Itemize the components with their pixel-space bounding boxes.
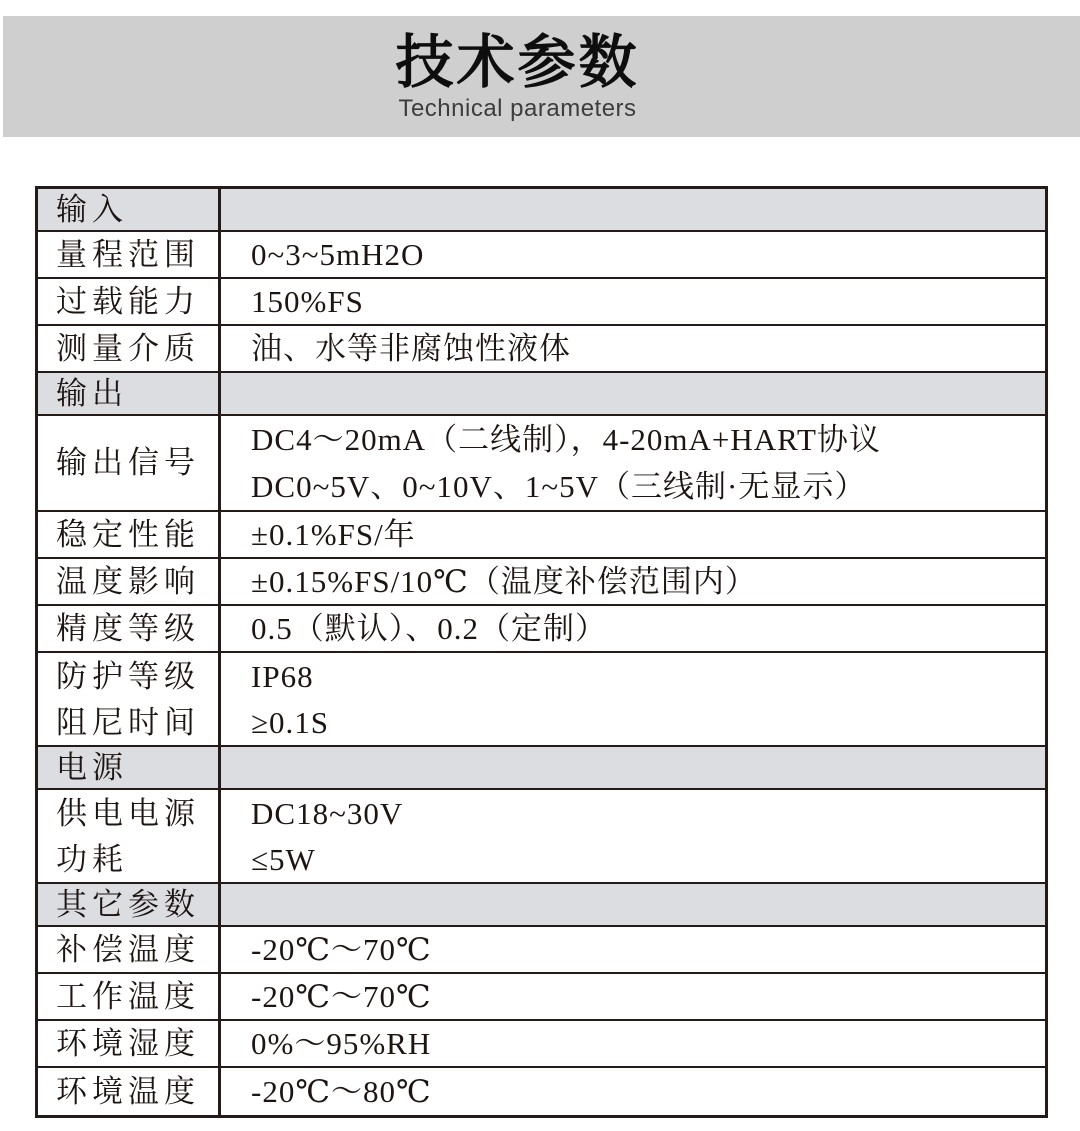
section-row — [38, 884, 1045, 927]
row-label: 防护等级 — [38, 653, 221, 700]
row-value: 油、水等非腐蚀性液体 — [221, 326, 1045, 373]
spec-row — [38, 232, 1045, 279]
row-value: IP68 — [251, 658, 314, 694]
spec-table — [35, 186, 1048, 1118]
row-label: 工作温度 — [38, 974, 221, 1021]
row-value: ±0.15%FS/10℃（温度补偿范围内） — [221, 559, 1045, 606]
section-row — [38, 189, 1045, 232]
spec-table-body — [38, 189, 1045, 1115]
row-label: 环境湿度 — [38, 1021, 221, 1068]
row-value-line: DC0~5V、0~10V、1~5V（三线制·无显示） — [251, 469, 867, 504]
row-value: DC18~30V — [251, 795, 404, 831]
row-value: 150%FS — [221, 279, 1045, 326]
row-value: 0.5（默认）、0.2（定制） — [221, 606, 1045, 653]
row-value: ≥0.1S — [221, 700, 1045, 747]
row-value: -20℃～70℃ — [221, 974, 1045, 1021]
row-label: 电源 — [38, 747, 221, 790]
row-value: 0~3~5mH2O — [221, 232, 1045, 279]
row-label: 功耗 — [38, 837, 221, 884]
spec-row — [38, 790, 1045, 837]
spec-row — [38, 326, 1045, 373]
spec-row — [38, 559, 1045, 606]
header-banner — [3, 16, 1080, 137]
spec-row — [38, 416, 1045, 512]
row-label: 输出 — [38, 373, 221, 416]
row-label: 环境温度 — [38, 1068, 221, 1115]
row-label: 稳定性能 — [38, 512, 221, 559]
spec-row — [38, 1021, 1045, 1068]
spec-row — [38, 700, 1045, 747]
row-value: -20℃～70℃ — [221, 927, 1045, 974]
row-value: ±0.1%FS/年 — [221, 512, 1045, 559]
row-value — [221, 747, 1045, 790]
row-label: 测量介质 — [38, 326, 221, 373]
row-label: 其它参数 — [38, 884, 221, 927]
page-subtitle: Technical parameters — [398, 94, 637, 122]
row-value — [221, 416, 1045, 512]
page-title: 技术参数 — [395, 29, 640, 95]
spec-row — [38, 653, 1045, 700]
spec-row — [38, 837, 1045, 884]
header-text-block — [395, 29, 640, 122]
spec-row — [38, 512, 1045, 559]
spec-row — [38, 927, 1045, 974]
row-label: 补偿温度 — [38, 927, 221, 974]
row-label: 温度影响 — [38, 559, 221, 606]
row-label: 阻尼时间 — [38, 700, 221, 747]
row-label: 输入 — [38, 189, 221, 232]
row-label: 量程范围 — [38, 232, 221, 279]
spec-row — [38, 279, 1045, 326]
row-value: 0%～95%RH — [221, 1021, 1045, 1068]
section-row — [38, 747, 1045, 790]
row-value — [221, 373, 1045, 416]
row-value — [221, 189, 1045, 232]
spec-row — [38, 974, 1045, 1021]
spec-table-container — [35, 186, 1048, 1118]
row-label: 过载能力 — [38, 279, 221, 326]
row-value: -20℃～80℃ — [251, 1073, 432, 1109]
row-value-line: DC4～20mA（二线制），4-20mA+HART协议 — [251, 422, 881, 457]
row-label: 供电电源 — [38, 790, 221, 837]
row-value: ≤5W — [221, 837, 1045, 884]
spec-row — [38, 1068, 1045, 1115]
row-value — [221, 884, 1045, 927]
row-label: 精度等级 — [38, 606, 221, 653]
section-row — [38, 373, 1045, 416]
spec-row — [38, 606, 1045, 653]
row-label: 输出信号 — [38, 416, 221, 512]
